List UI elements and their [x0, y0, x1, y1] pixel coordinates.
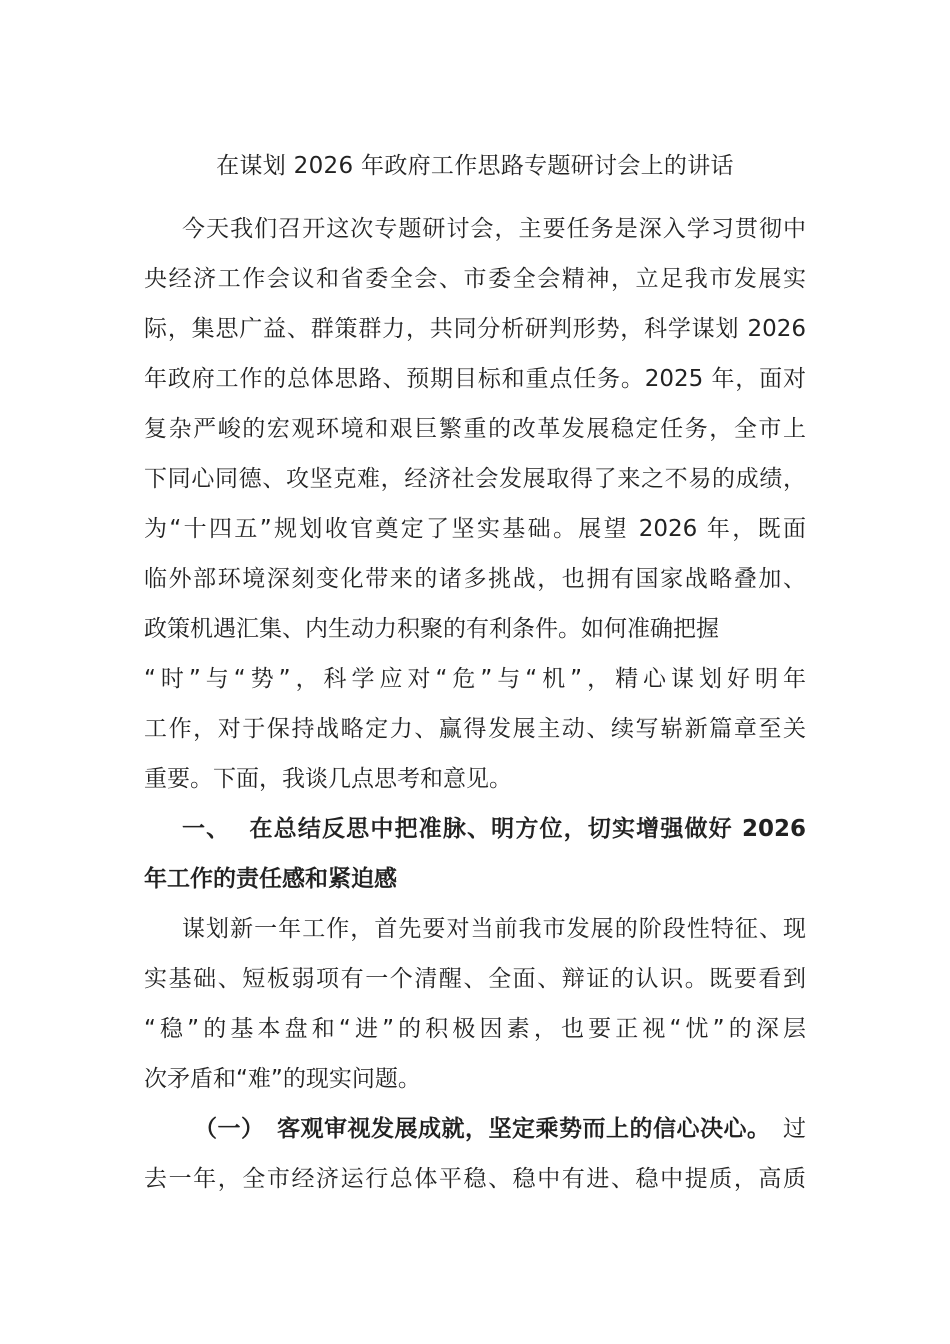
paragraph-line: 年政府工作的总体思路、预期目标和重点任务。2025 年，面对 [144, 366, 806, 392]
section-heading [144, 804, 806, 854]
paragraph-line: 复杂严峻的宏观环境和艰巨繁重的改革发展稳定任务，全市上 [144, 416, 806, 442]
paragraph-line: 政策机遇汇集、内生动力积聚的有利条件。如何准确把握 [144, 616, 719, 642]
paragraph-line: “稳”的基本盘和“进”的积极因素，也要正视“忧”的深层 [144, 1016, 806, 1042]
paragraph-line: 工作，对于保持战略定力、赢得发展主动、续写崭新篇章至关 [144, 716, 806, 742]
subsection-heading-text: 客观审视发展成就，坚定乘势而上的信心决心。 [276, 1116, 771, 1142]
paragraph-line: 为“十四五”规划收官奠定了坚实基础。展望 2026 年，既面 [144, 516, 806, 542]
paragraph-line: 下同心同德、攻坚克难，经济社会发展取得了来之不易的成绩， [144, 466, 806, 492]
paragraph-line: 央经济工作会议和省委全会、市委全会精神，立足我市发展实 [144, 266, 806, 292]
subsection-heading [144, 1104, 806, 1154]
document-title: 在谋划 2026 年政府工作思路专题研讨会上的讲话 [216, 153, 734, 179]
paragraph-line: 今天我们召开这次专题研讨会，主要任务是深入学习贯彻中 [182, 216, 806, 242]
paragraph-line: 去一年，全市经济运行总体平稳、稳中有进、稳中提质，高质 [144, 1166, 806, 1192]
paragraph-line: 际，集思广益、群策群力，共同分析研判形势，科学谋划 2026 [144, 316, 806, 342]
paragraph-line: 临外部环境深刻变化带来的诸多挑战，也拥有国家战略叠加、 [144, 566, 806, 592]
document-body [144, 204, 806, 1204]
subsection-number: （一） [194, 1116, 265, 1142]
paragraph-line: “时”与“势”，科学应对“危”与“机”，精心谋划好明年 [144, 666, 806, 692]
paragraph-line: 实基础、短板弱项有一个清醒、全面、辩证的认识。既要看到 [144, 966, 806, 992]
paragraph-line: 次矛盾和“难”的现实问题。 [144, 1066, 421, 1092]
section-heading-line: 年工作的责任感和紧迫感 [144, 866, 397, 892]
subsection-tail-text: 过 [782, 1116, 806, 1142]
section-heading-text: 在总结反思中把准脉、明方位，切实增强做好 2026 [248, 816, 806, 842]
paragraph-line: 重要。下面，我谈几点思考和意见。 [144, 766, 512, 792]
paragraph-line: 谋划新一年工作，首先要对当前我市发展的阶段性特征、现 [182, 916, 806, 942]
section-number: 一、 [182, 816, 231, 842]
